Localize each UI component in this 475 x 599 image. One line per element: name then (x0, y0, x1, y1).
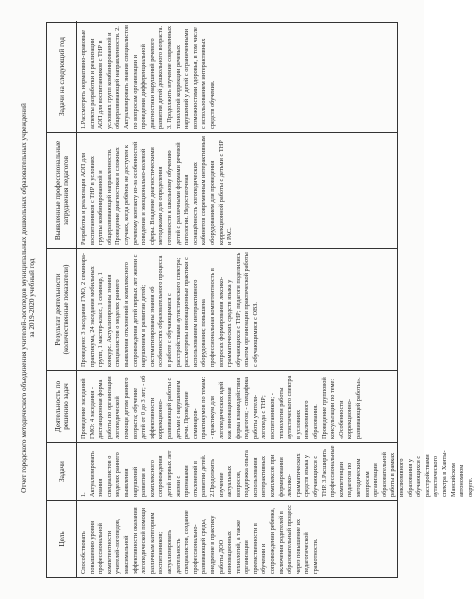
rotated-report-sheet (20, 18, 474, 578)
header-goal: Цель (47, 501, 77, 577)
header-tasks: Задачи (47, 443, 77, 500)
header-difficulties: Выявленные профессиональные затруднения педагогов (47, 133, 77, 248)
column-result (47, 249, 397, 371)
column-difficulties (47, 133, 397, 249)
cell-activity: Проведение заседаний ГМО: 4 заседания - дистанционная форма работы по организации логопедической помощи детям раннего возраста; обучение детей от 0 до 3 лет; - об эффективности коррекционно-развивающей работы с детьми с нарушением речи. Проведение семинаров-практикумов по темам: - практикум для логопедических идей как инновационная форма взаимодействия педагогов; - специфика работы учителя-логопеда с ТНР; воспитанников; - технологии работы аутистического спектра в условиях инклюзивного образования. Проведение групповой консультации по теме: «Особенности коррекционно-развивающей работы». (80, 375, 362, 439)
header-activity: Деятельность по решению задач (47, 371, 77, 442)
report-title-line2: за 2019-2020 учебный год (28, 258, 37, 338)
cell-difficulties: Разработка и реализация АОП для воспитанников с ТНР в условиях группы комбинированной и общеразвивающей направленности. Проведение диагностики в сложных случаях, когда ребёнок не доступен к речевому контакту из-за особенностей поведения и эмоционально-волевой сферы. Владение диагностическими методиками для определения готовности к школьному обучению детей с различными формами речевой патологии. Недостаточная оснащённость логопедических кабинетов современным интерактивным оборудованием для проведения коррекционной работы с детьми с ТНР и РАС. (80, 136, 234, 245)
cell-result: Проведено: 3 заседания ГМО, 2 семинара-практикума, 24 заседания мобильных групп, 1 мастер-класс, 1 семинар, 1 конкурс. Актуализированы знания специалистов о моделях раннего выявления отклонений и комплексного сопровождения детей первых лет жизни с нарушением в развитии детей; систематизированы знания об особенностях образовательного процесса в работе с обучающимися с расстройствами аутистического спектра; рассмотрены инновационные практики с использованием интерактивного оборудования; повышена профессиональная компетентность в вопросах формирования лексико-грамматических средств языка у обучающихся с ТНР; педагоги поделились опытом организации практической работы с обучающимися с ОВЗ. (80, 252, 259, 367)
cell-tasks: 1. Актуализировать знания специалистов о моделях раннего выявления нарушений развития и комплексного сопровождения детей первых лет жизни с признаками отклонений в развитии детей. 2.Продолжить изучение актуальных вопросов, поддержка опыта использования интерактивных комплексов при формировании лексико-грамматических средств языка у обучающихся с ТНР. 3.Расширять профессиональные компетенции педагогов по методическим вопросам организации образовательной работы в рамках инклюзивного образования у обучающихся с расстройствами аутистического спектра в Ханты-Мансийском автономном округе. (80, 445, 474, 497)
cell-next-tasks: 1.Рассмотреть нормативно-правовые аспекты разработки и реализации АОП для воспитанников с ТНР в условиях групп комбинированной и общеразвивающей направленности. 2. Актуализировать знания специалистов по вопросам организации и проведения дифференциальной диагностики нарушений речевого развития детей дошкольного возраста. 3. Продолжить изучение современных технологий коррекции речевых нарушений у детей с ограниченными возможностями здоровья, в том числе с использованием интерактивных средств обучения. (80, 24, 216, 129)
cell-goal: Способствовать повышению уровня профессиональной компетентности учителей-логопедов, максимальной эффективности оказания логопедической помощи различным категориям воспитанников; актуализировать деятельность специалистов, создание профессионально-развивающей среды, внедрение в практику работы ДОО инновационных технологий, а также организации преемственности в обучении и сопровождении ребенка, включения родителей в образовательный процесс через повышение их педагогической грамотности. (80, 504, 320, 574)
header-result: Результат деятельности (количественные показатели) (47, 249, 77, 370)
report-title-line1: Отчет городского методического объединения учителей-логопедов муниципальных дошкольных образовательных учреждений (20, 103, 28, 493)
column-goal (47, 501, 397, 577)
report-table (46, 22, 474, 578)
header-next-tasks: Задачи на следующий год (47, 21, 77, 132)
column-activity (47, 371, 397, 443)
column-tasks (47, 443, 474, 501)
report-title (20, 24, 37, 572)
column-next-tasks (47, 21, 397, 133)
